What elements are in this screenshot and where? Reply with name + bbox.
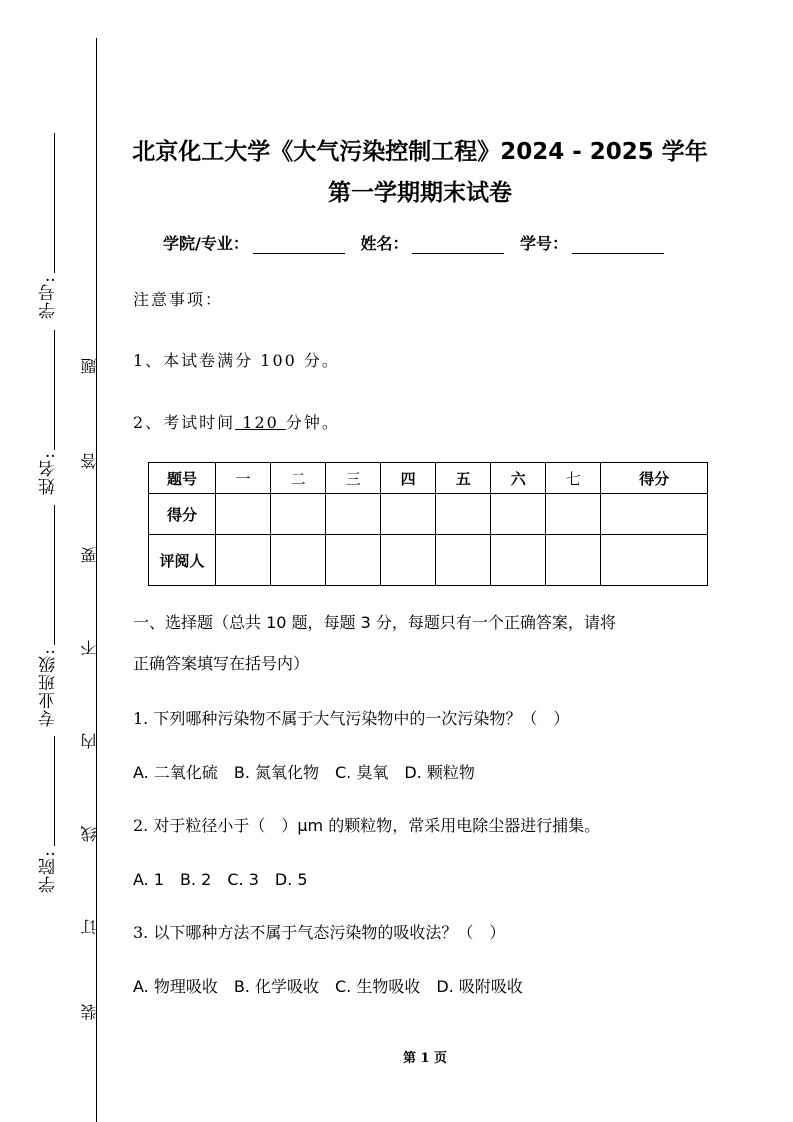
student-info-row xyxy=(163,231,674,254)
question-text: 以下哪种方法不属于气态污染物的吸收法？（ ） xyxy=(153,923,506,942)
binding-char: 不 xyxy=(80,640,99,656)
exam-duration-value: 120 xyxy=(235,413,286,432)
score-cell[interactable] xyxy=(601,494,708,535)
margin-name-label: 姓名: xyxy=(39,452,59,495)
question-number: 3. xyxy=(133,923,149,942)
reviewer-row xyxy=(149,535,708,586)
binding-line xyxy=(96,38,97,1122)
binding-char: 线 xyxy=(80,826,99,842)
reviewer-cell[interactable] xyxy=(216,535,271,586)
binding-char: 要 xyxy=(80,547,99,563)
note-item-2-prefix: 2、考试时间 xyxy=(133,413,236,432)
header-cell: 得分 xyxy=(601,463,708,494)
question-2-options: A. 1 B. 2 C. 3 D. 5 xyxy=(133,870,308,889)
row-label: 得分 xyxy=(149,494,216,535)
reviewer-cell[interactable] xyxy=(491,535,546,586)
question-text: 对于粒径小于（ ）μm 的颗粒物，常采用电除尘器进行捕集。 xyxy=(153,816,601,835)
reviewer-cell[interactable] xyxy=(601,535,708,586)
question-3 xyxy=(133,920,505,943)
binding-char: 订 xyxy=(80,919,99,935)
class-blank-line xyxy=(54,505,55,645)
question-2 xyxy=(133,813,600,836)
score-cell[interactable] xyxy=(271,494,326,535)
question-1-options: A. 二氧化硫 B. 氮氧化物 C. 臭氧 D. 颗粒物 xyxy=(133,763,475,782)
notes-heading: 注意事项： xyxy=(133,290,224,309)
header-cell: 四 xyxy=(381,463,436,494)
page-number: 第 1 页 xyxy=(402,1051,448,1066)
name-label: 姓名： xyxy=(360,234,409,253)
margin-college-label: 学院: xyxy=(39,850,59,893)
score-cell[interactable] xyxy=(436,494,491,535)
score-cell[interactable] xyxy=(326,494,381,535)
score-cell[interactable] xyxy=(546,494,601,535)
name-field[interactable] xyxy=(412,238,504,254)
score-table-header-row xyxy=(149,463,708,494)
reviewer-cell[interactable] xyxy=(271,535,326,586)
note-item-1: 1、本试卷满分 100 分。 xyxy=(133,351,340,370)
binding-char: 装 xyxy=(80,1004,99,1020)
section-1-title-line1: 一、选择题（总共 10 题，每题 3 分，每题只有一个正确答案，请将 xyxy=(133,613,616,632)
row-label: 评阅人 xyxy=(149,535,216,586)
reviewer-cell[interactable] xyxy=(436,535,491,586)
student-id-blank-line xyxy=(54,133,55,273)
question-text: 下列哪种污染物不属于大气污染物中的一次污染物？（ ） xyxy=(153,709,570,728)
college-major-label: 学院/专业： xyxy=(163,234,249,253)
header-cell: 七 xyxy=(546,463,601,494)
question-number: 1. xyxy=(133,709,149,728)
header-cell: 三 xyxy=(326,463,381,494)
score-table xyxy=(148,462,708,586)
student-id-field[interactable] xyxy=(572,238,664,254)
question-number: 2. xyxy=(133,816,149,835)
exam-title-line1: 北京化工大学《大气污染控制工程》2024 - 2025 学年 xyxy=(132,139,708,165)
header-cell: 六 xyxy=(491,463,546,494)
note-item-2-suffix: 分钟。 xyxy=(285,413,340,432)
header-cell: 五 xyxy=(436,463,491,494)
margin-class-label: 专业班级: xyxy=(39,648,59,727)
binding-char: 答 xyxy=(80,453,99,469)
exam-title-line2: 第一学期期末试卷 xyxy=(328,180,512,206)
score-cell[interactable] xyxy=(491,494,546,535)
score-row xyxy=(149,494,708,535)
binding-char: 内 xyxy=(80,733,99,749)
question-3-options: A. 物理吸收 B. 化学吸收 C. 生物吸收 D. 吸附吸收 xyxy=(133,977,523,996)
score-cell[interactable] xyxy=(381,494,436,535)
section-1-title-line2: 正确答案填写在括号内） xyxy=(133,654,310,673)
question-1 xyxy=(133,706,569,729)
reviewer-cell[interactable] xyxy=(546,535,601,586)
header-cell: 二 xyxy=(271,463,326,494)
binding-char: 题 xyxy=(80,358,99,374)
reviewer-cell[interactable] xyxy=(326,535,381,586)
header-cell: 题号 xyxy=(149,463,216,494)
margin-student-id-label: 学号: xyxy=(39,276,59,319)
header-cell: 一 xyxy=(216,463,271,494)
score-cell[interactable] xyxy=(216,494,271,535)
college-blank-line xyxy=(54,736,55,846)
college-major-field[interactable] xyxy=(253,238,345,254)
note-item-2 xyxy=(133,410,340,433)
name-blank-line xyxy=(54,330,55,450)
student-id-label: 学号： xyxy=(520,234,569,253)
reviewer-cell[interactable] xyxy=(381,535,436,586)
